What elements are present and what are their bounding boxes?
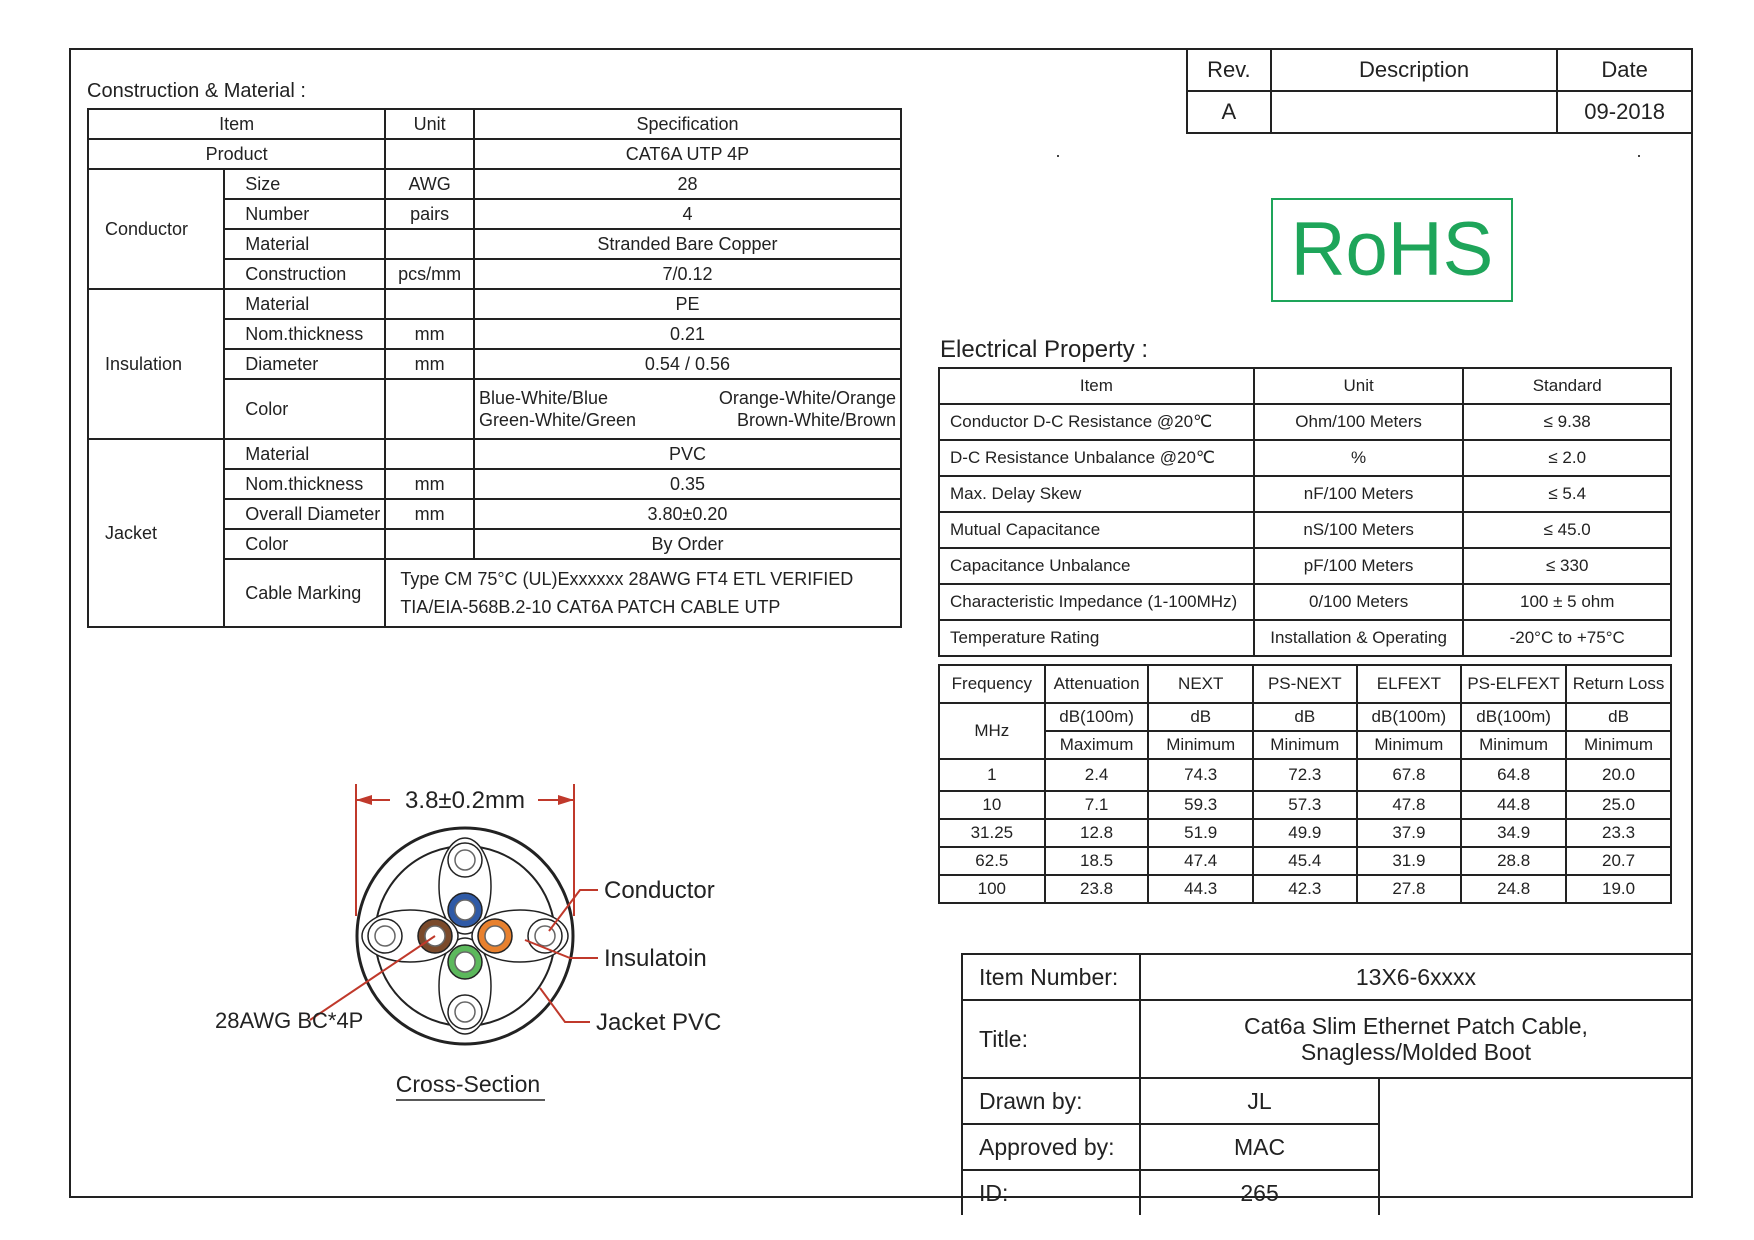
insulation-group-label: Insulation	[88, 289, 224, 439]
cell: 25.0	[1566, 791, 1671, 819]
row-unit: mm	[385, 469, 474, 499]
row-unit: nS/100 Meters	[1254, 512, 1464, 548]
row-spec: 0.54 / 0.56	[474, 349, 901, 379]
electrical-heading: Electrical Property :	[940, 336, 1149, 363]
row-item: Color	[224, 529, 385, 559]
header-elfext: ELFEXT	[1357, 665, 1462, 703]
row-spec: 0.21	[474, 319, 901, 349]
cell: 31.9	[1357, 847, 1462, 875]
title-block-row	[962, 1000, 1692, 1078]
pair-left	[362, 910, 458, 962]
description-header: Description	[1271, 49, 1558, 91]
limit-cell: Minimum	[1357, 731, 1462, 759]
drawn-by-label: Drawn by:	[962, 1078, 1140, 1124]
pair-right	[472, 910, 568, 962]
cell: 18.5	[1045, 847, 1149, 875]
row-item: Temperature Rating	[939, 620, 1254, 656]
table-row	[88, 169, 901, 199]
frequency-table	[938, 664, 1672, 904]
row-spec: PVC	[474, 439, 901, 469]
row-unit	[385, 439, 474, 469]
row-unit: %	[1254, 440, 1464, 476]
title-block	[961, 953, 1693, 1215]
cell: 45.4	[1253, 847, 1357, 875]
cell: 64.8	[1461, 759, 1566, 791]
cable-marking-label: Cable Marking	[224, 559, 385, 627]
table-row	[939, 404, 1671, 440]
unit-cell: dB(100m)	[1357, 703, 1462, 731]
rev-header: Rev.	[1187, 49, 1271, 91]
table-row	[939, 476, 1671, 512]
cell: 59.3	[1148, 791, 1253, 819]
cell: 1	[939, 759, 1045, 791]
unit-cell: dB	[1148, 703, 1253, 731]
row-standard: 100 ± 5 ohm	[1463, 584, 1671, 620]
construction-heading: Construction & Material :	[87, 80, 306, 102]
product-label: Product	[88, 139, 385, 169]
unit-cell: dB	[1253, 703, 1357, 731]
cell: 24.8	[1461, 875, 1566, 903]
row-spec: By Order	[474, 529, 901, 559]
table-row	[88, 439, 901, 469]
row-item: Characteristic Impedance (1-100MHz)	[939, 584, 1254, 620]
row-unit: Ohm/100 Meters	[1254, 404, 1464, 440]
date-value: 09-2018	[1557, 91, 1692, 133]
cell: 62.5	[939, 847, 1045, 875]
table-row	[939, 847, 1671, 875]
cell: 10	[939, 791, 1045, 819]
row-item: Conductor D-C Resistance @20℃	[939, 404, 1254, 440]
color-text: Green-White/Green	[478, 410, 636, 430]
dimension-label: 3.8±0.2mm	[405, 787, 525, 814]
cell: 23.8	[1045, 875, 1149, 903]
row-standard: ≤ 2.0	[1463, 440, 1671, 476]
jacket-group-label: Jacket	[88, 439, 224, 627]
cell: 44.8	[1461, 791, 1566, 819]
row-spec: 28	[474, 169, 901, 199]
row-standard: ≤ 5.4	[1463, 476, 1671, 512]
row-item: Construction	[224, 259, 385, 289]
cell: 12.8	[1045, 819, 1149, 847]
cell: 34.9	[1461, 819, 1566, 847]
table-row	[939, 512, 1671, 548]
row-spec: PE	[474, 289, 901, 319]
cell: 49.9	[1253, 819, 1357, 847]
table-row	[939, 819, 1671, 847]
row-unit	[385, 379, 474, 439]
product-spec: CAT6A UTP 4P	[474, 139, 901, 169]
freq-unit: MHz	[939, 703, 1045, 759]
date-header: Date	[1557, 49, 1692, 91]
cell: 20.7	[1566, 847, 1671, 875]
row-item: Material	[224, 229, 385, 259]
cell: 20.0	[1566, 759, 1671, 791]
color-text: Orange-White/Orange	[718, 388, 896, 408]
header-next: NEXT	[1148, 665, 1253, 703]
row-unit: Installation & Operating	[1254, 620, 1464, 656]
row-spec: 7/0.12	[474, 259, 901, 289]
row-unit: mm	[385, 349, 474, 379]
label-insulation: Insulatoin	[604, 945, 707, 972]
row-standard: ≤ 9.38	[1463, 404, 1671, 440]
cell: 67.8	[1357, 759, 1462, 791]
insulation-colors	[474, 379, 901, 439]
limit-cell: Minimum	[1253, 731, 1357, 759]
row-unit: AWG	[385, 169, 474, 199]
row-unit	[385, 229, 474, 259]
row-spec: 0.35	[474, 469, 901, 499]
item-number-label: Item Number:	[962, 954, 1140, 1000]
header-spec: Specification	[474, 109, 901, 139]
units-row	[939, 703, 1671, 731]
cell: 37.9	[1357, 819, 1462, 847]
row-unit: pcs/mm	[385, 259, 474, 289]
approved-by-label: Approved by:	[962, 1124, 1140, 1170]
id-label: ID:	[962, 1170, 1140, 1215]
title-block-row	[962, 1078, 1692, 1124]
row-unit: 0/100 Meters	[1254, 584, 1464, 620]
row-item: Mutual Capacitance	[939, 512, 1254, 548]
row-unit: mm	[385, 499, 474, 529]
cell: 31.25	[939, 819, 1045, 847]
item-number-value: 13X6-6xxxx	[1140, 954, 1692, 1000]
row-item: Number	[224, 199, 385, 229]
marking-line: Type CM 75°C (UL)Exxxxxx 28AWG FT4 ETL VERIFIED	[400, 569, 854, 589]
row-item: Nom.thickness	[224, 469, 385, 499]
title-block-row	[962, 954, 1692, 1000]
row-item: Material	[224, 439, 385, 469]
title-label: Title:	[962, 1000, 1140, 1078]
rev-value: A	[1187, 91, 1271, 133]
label-awg: 28AWG BC*4P	[215, 1008, 364, 1033]
cell: 57.3	[1253, 791, 1357, 819]
electrical-header-row	[939, 368, 1671, 404]
cell: 2.4	[1045, 759, 1149, 791]
table-row	[939, 791, 1671, 819]
dot-mark	[1638, 155, 1640, 157]
limit-cell: Minimum	[1461, 731, 1566, 759]
cell: 7.1	[1045, 791, 1149, 819]
unit-cell: dB	[1566, 703, 1671, 731]
table-row	[939, 440, 1671, 476]
empty-cell	[1379, 1078, 1692, 1215]
row-item: Capacitance Unbalance	[939, 548, 1254, 584]
header-standard: Standard	[1463, 368, 1671, 404]
construction-header-row	[88, 109, 901, 139]
row-standard: -20°C to +75°C	[1463, 620, 1671, 656]
table-row	[939, 759, 1671, 791]
row-unit	[385, 289, 474, 319]
cell: 51.9	[1148, 819, 1253, 847]
title-line: Cat6a Slim Ethernet Patch Cable,	[1244, 1013, 1588, 1039]
row-unit	[385, 529, 474, 559]
row-unit: mm	[385, 319, 474, 349]
cable-marking-text	[385, 559, 901, 627]
rohs-logo: RoHS	[1271, 198, 1513, 302]
cell: 44.3	[1148, 875, 1253, 903]
cross-section-diagram	[200, 770, 760, 1120]
unit-cell: dB(100m)	[1045, 703, 1149, 731]
cell: 72.3	[1253, 759, 1357, 791]
label-jacket: Jacket PVC	[596, 1009, 722, 1036]
row-item: Material	[224, 289, 385, 319]
approved-by-value: MAC	[1140, 1124, 1379, 1170]
row-spec: Stranded Bare Copper	[474, 229, 901, 259]
row-unit: pF/100 Meters	[1254, 548, 1464, 584]
drawn-by-value: JL	[1140, 1078, 1379, 1124]
frequency-header-row	[939, 665, 1671, 703]
cell: 47.8	[1357, 791, 1462, 819]
dot-mark	[1057, 155, 1059, 157]
marking-line: TIA/EIA-568B.2-10 CAT6A PATCH CABLE UTP	[400, 597, 781, 617]
row-standard: ≤ 45.0	[1463, 512, 1671, 548]
header-item: Item	[939, 368, 1254, 404]
title-line: Snagless/Molded Boot	[1300, 1039, 1532, 1065]
header-ps-elfext: PS-ELFEXT	[1461, 665, 1566, 703]
cell: 42.3	[1253, 875, 1357, 903]
cell: 19.0	[1566, 875, 1671, 903]
cell: 27.8	[1357, 875, 1462, 903]
table-row	[939, 548, 1671, 584]
header-item: Item	[88, 109, 385, 139]
row-spec: 3.80±0.20	[474, 499, 901, 529]
row-standard: ≤ 330	[1463, 548, 1671, 584]
row-item: Size	[224, 169, 385, 199]
revision-table	[1186, 48, 1693, 134]
conductor-group-label: Conductor	[88, 169, 224, 289]
table-row	[88, 289, 901, 319]
limit-cell: Maximum	[1045, 731, 1149, 759]
product-unit	[385, 139, 474, 169]
limits-row	[939, 731, 1671, 759]
revision-row	[1187, 91, 1692, 133]
cell: 100	[939, 875, 1045, 903]
header-unit: Unit	[385, 109, 474, 139]
row-spec: 4	[474, 199, 901, 229]
row-unit: nF/100 Meters	[1254, 476, 1464, 512]
cell: 28.8	[1461, 847, 1566, 875]
header-attenuation: Attenuation	[1045, 665, 1149, 703]
row-item: D-C Resistance Unbalance @20℃	[939, 440, 1254, 476]
row-unit: pairs	[385, 199, 474, 229]
electrical-table	[938, 367, 1672, 657]
limit-cell: Minimum	[1566, 731, 1671, 759]
header-return-loss: Return Loss	[1566, 665, 1671, 703]
header-ps-next: PS-NEXT	[1253, 665, 1357, 703]
cell: 47.4	[1148, 847, 1253, 875]
revision-header-row	[1187, 49, 1692, 91]
product-row	[88, 139, 901, 169]
title-value	[1140, 1000, 1692, 1078]
row-item: Nom.thickness	[224, 319, 385, 349]
row-item: Diameter	[224, 349, 385, 379]
label-conductor: Conductor	[604, 877, 715, 904]
description-value	[1271, 91, 1558, 133]
header-frequency: Frequency	[939, 665, 1045, 703]
cross-section-caption: Cross-Section	[395, 1071, 541, 1097]
construction-table	[87, 108, 902, 628]
id-value: 265	[1140, 1170, 1379, 1215]
row-item: Max. Delay Skew	[939, 476, 1254, 512]
cell: 23.3	[1566, 819, 1671, 847]
row-item: Overall Diameter	[224, 499, 385, 529]
table-row	[939, 875, 1671, 903]
table-row	[939, 584, 1671, 620]
row-item: Color	[224, 379, 385, 439]
header-unit: Unit	[1254, 368, 1464, 404]
color-text: Brown-White/Brown	[736, 410, 896, 430]
table-row	[939, 620, 1671, 656]
cell: 74.3	[1148, 759, 1253, 791]
unit-cell: dB(100m)	[1461, 703, 1566, 731]
limit-cell: Minimum	[1148, 731, 1253, 759]
color-text: Blue-White/Blue	[478, 388, 608, 408]
